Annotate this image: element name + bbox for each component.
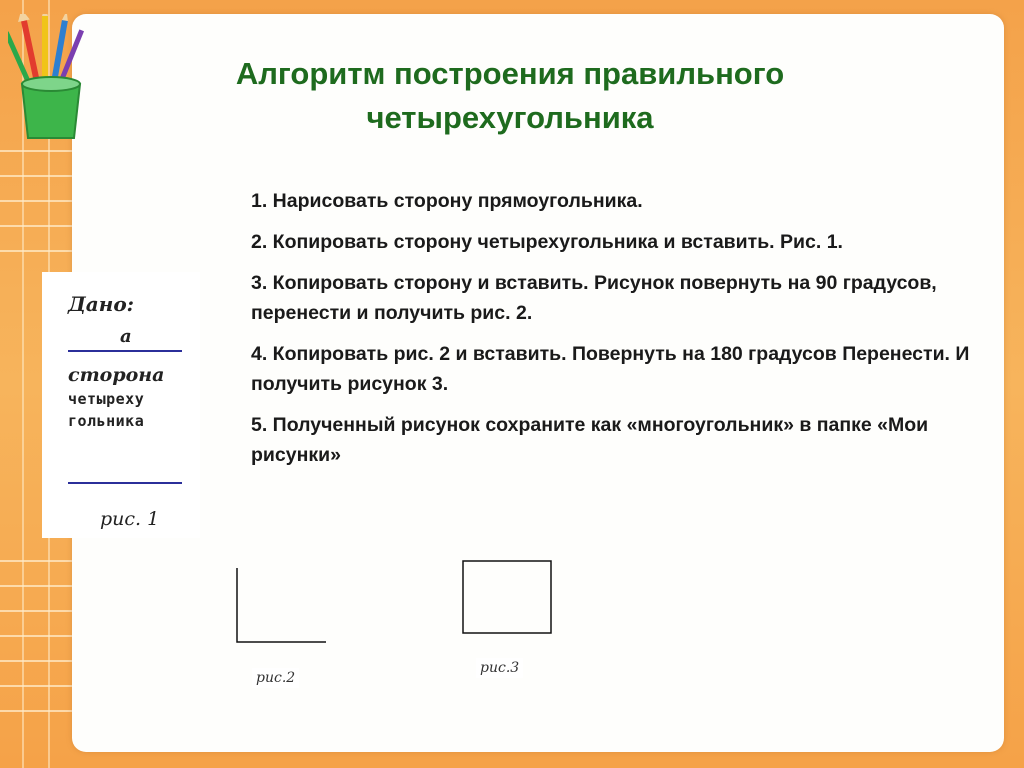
figure-2-caption: рис.2 xyxy=(252,668,299,688)
step-item: 1. Нарисовать сторону прямоугольника. xyxy=(251,190,643,212)
ruler-line xyxy=(0,660,74,662)
ruler-line xyxy=(0,150,74,152)
figure-3-caption: рис.3 xyxy=(476,658,523,678)
side-segment-top xyxy=(68,350,182,352)
given-label: Дано: xyxy=(68,292,135,316)
ruler-line xyxy=(0,635,74,637)
figure-1-given xyxy=(42,272,200,538)
step-item: 2. Копировать сторону четырехугольника и вставить. Рис. 1. xyxy=(251,231,843,253)
figure-3-square xyxy=(460,558,556,638)
quad-word-part-1: четыреху xyxy=(68,390,145,408)
title-line-1: Алгоритм построения правильного xyxy=(235,56,785,91)
ruler-line xyxy=(0,585,74,587)
ruler-line xyxy=(0,560,74,562)
ruler-line xyxy=(0,175,74,177)
figure-1-caption: рис. 1 xyxy=(100,508,160,530)
ruler-line xyxy=(0,685,74,687)
ruler-line xyxy=(0,710,74,712)
side-segment-bottom xyxy=(68,482,182,484)
ruler-line xyxy=(0,200,74,202)
step-item: 3. Копировать сторону и вставить. Рисунок повернуть на 90 градусов, перенести и получить рис. 2. xyxy=(251,272,937,324)
side-variable: а xyxy=(120,326,132,347)
steps-list xyxy=(251,186,991,481)
ruler-line xyxy=(0,250,74,252)
step-item: 4. Копировать рис. 2 и вставить. Повернуть на 180 градусов Перенести. И получить рисунок 3. xyxy=(251,343,970,395)
ruler-line xyxy=(0,225,74,227)
title-line-2: четырехугольника xyxy=(366,100,654,135)
figure-2-corner xyxy=(232,566,332,648)
quad-word-part-2: гольника xyxy=(68,412,145,430)
step-item: 5. Полученный рисунок сохраните как «многоугольник» в папке «Мои рисунки» xyxy=(251,414,929,466)
ruler-line xyxy=(0,610,74,612)
pencil-cup-icon xyxy=(8,14,98,144)
side-word: сторона xyxy=(68,364,165,386)
slide-title xyxy=(130,52,890,140)
